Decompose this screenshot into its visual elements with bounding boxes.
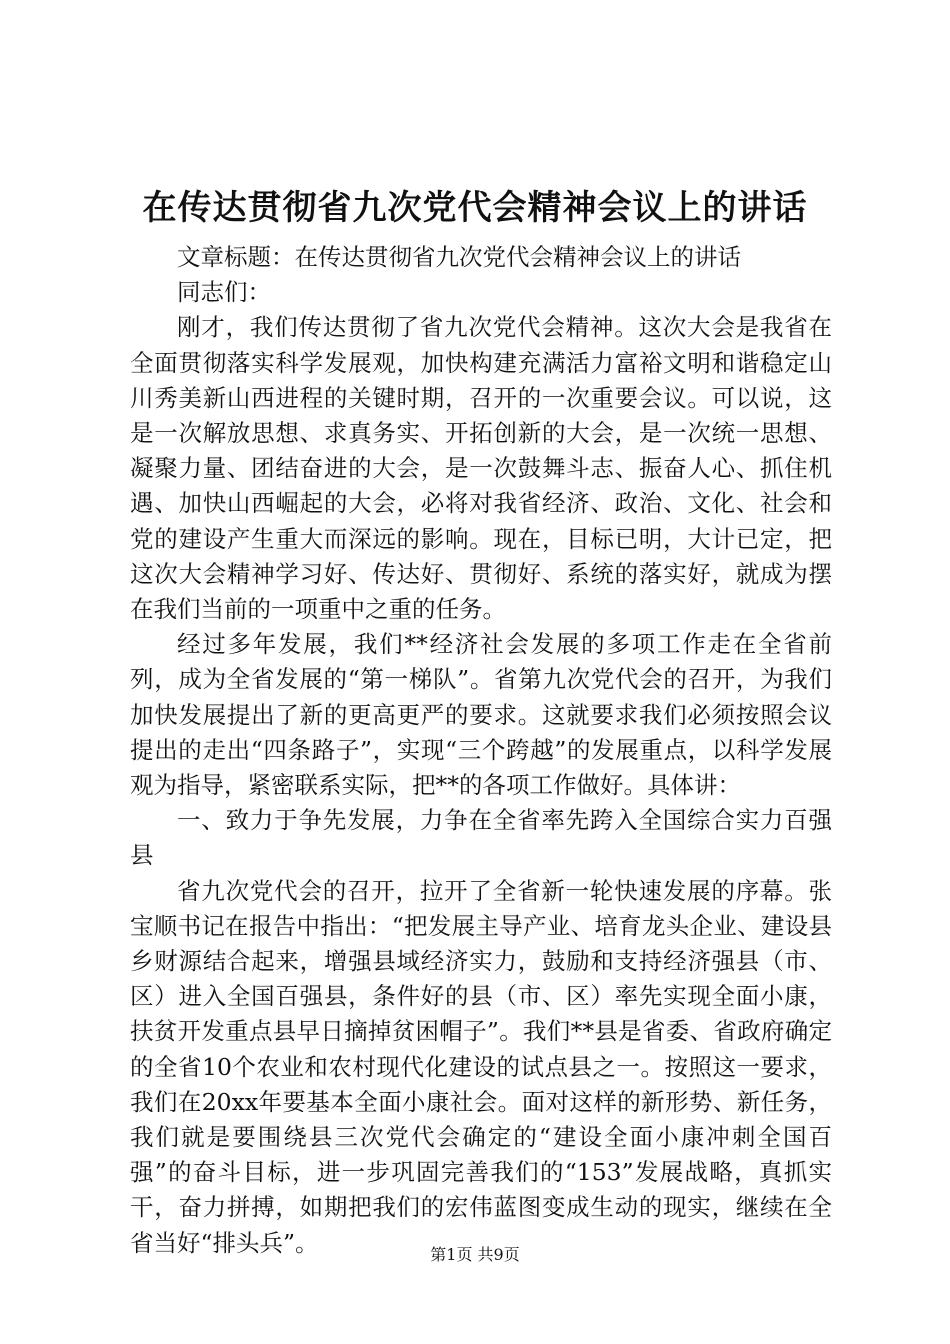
paragraph: 经过多年发展，我们**经济社会发展的多项工作走在全省前列，成为全省发展的“第一梯队”。省第九次党代会的召开，为我们加快发展提出了新的更高更严的要求。这就要求我们必须按照会议提出的走出“四条路子”，实现“三个跨越”的发展重点，以科学发展观为指导，紧密联系实际，把**的各项工作做好。具体讲：: [130, 630, 832, 800]
document-title: 在传达贯彻省九次党代会精神会议上的讲话: [142, 188, 808, 228]
paragraph: 省九次党代会的召开，拉开了全省新一轮快速发展的序幕。张宝顺书记在报告中指出：“把发展主导产业、培育龙头企业、建设县乡财源结合起来，增强县域经济实力，鼓励和支持经济强县（市、区）进入全国百强县，条件好的县（市、区）率先实现全面小康，扶贫开发重点县早日摘掉贫困帽子”。我们**县是省委、省政府确定的全省10个农业和农村现代化建设的试点县之一。按照这一要求，我们在20xx年要基本全面小康社会。面对这样的新形势、新任务，我们就是要围绕县三次党代会确定的“建设全面小康冲刺全国百强”的奋斗目标，进一步巩固完善我们的“153”发展战略，真抓实干，奋力拼搏，如期把我们的宏伟蓝图变成生动的现实，继续在全省当好“排头兵”。: [130, 876, 832, 1257]
salutation: 同志们：: [177, 278, 271, 307]
paragraph: 刚才，我们传达贯彻了省九次党代会精神。这次大会是我省在全面贯彻落实科学发展观，加快构建充满活力富裕文明和谐稳定山川秀美新山西进程的关键时期，召开的一次重要会议。可以说，这是一次解放思想、求真务实、开拓创新的大会，是一次统一思想、凝聚力量、团结奋进的大会，是一次鼓舞斗志、振奋人心、抓住机遇、加快山西崛起的大会，必将对我省经济、政治、文化、社会和党的建设产生重大而深远的影响。现在，目标已明，大计已定，把这次大会精神学习好、传达好、贯彻好、系统的落实好，就成为摆在我们当前的一项重中之重的任务。: [130, 313, 832, 624]
article-title-line: 文章标题：在传达贯彻省九次党代会精神会议上的讲话: [177, 243, 741, 271]
section-heading: 一、致力于争先发展，力争在全省率先跨入全国综合实力百强县: [130, 806, 832, 870]
page-footer: 第1页 共9页: [430, 1245, 520, 1264]
document-body: [130, 240, 832, 1261]
